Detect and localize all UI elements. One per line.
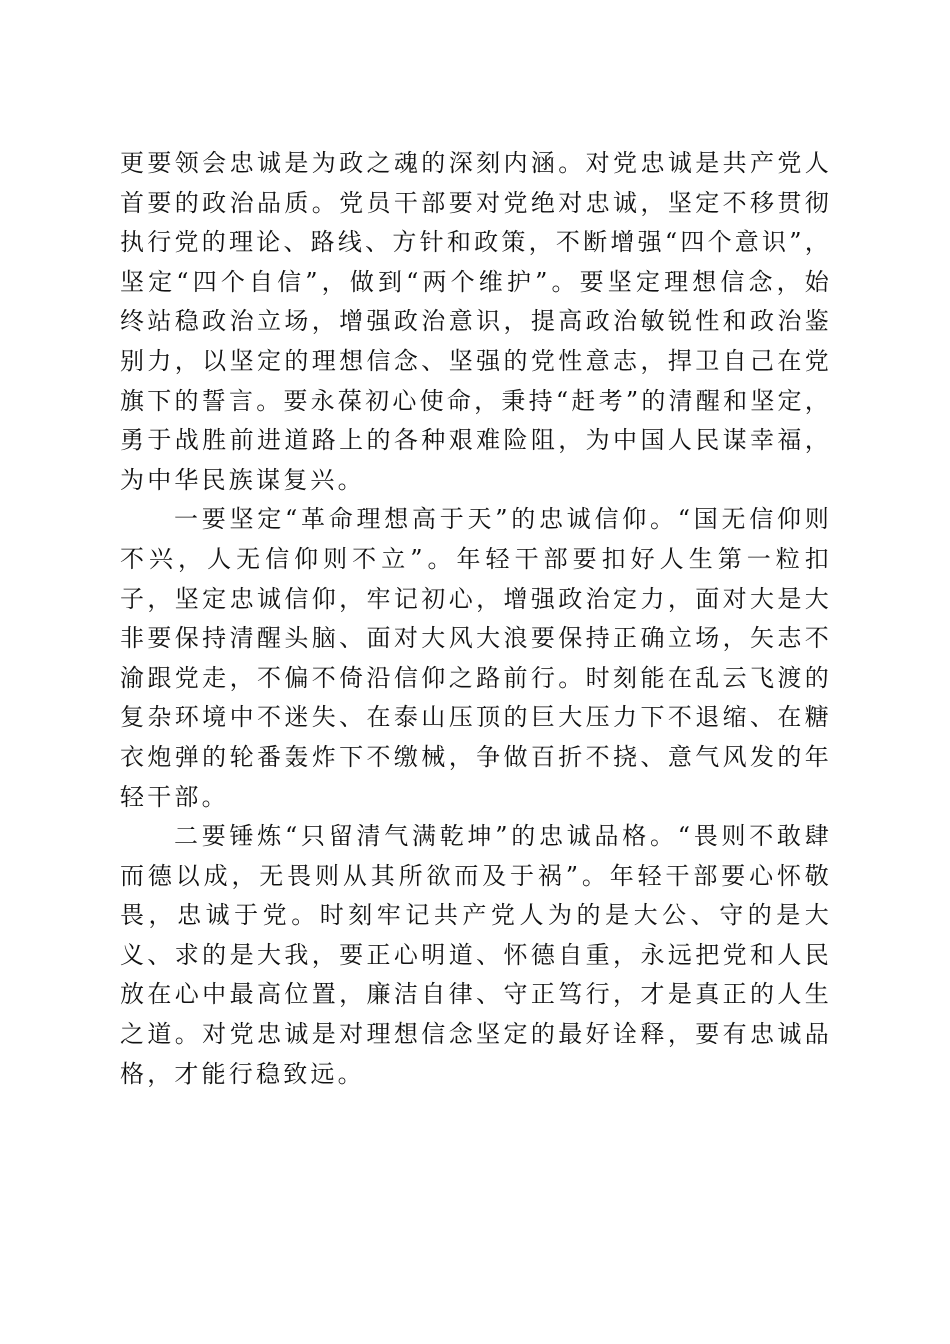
document-body [120, 144, 832, 1094]
paragraph-continuation: 更要领会忠诚是为政之魂的深刻内涵。对党忠诚是共产党人首要的政治品质。党员干部要对党绝对忠诚，坚定不移贯彻执行党的理论、路线、方针和政策，不断增强“四个意识”，坚定“四个自信”，做到“两个维护”。要坚定理想信念，始终站稳政治立场，增强政治意识，提高政治敏锐性和政治鉴别力，以坚定的理想信念、坚强的党性意志，捍卫自己在党旗下的誓言。要永葆初心使命，秉持“赶考”的清醒和坚定，勇于战胜前进道路上的各种艰难险阻，为中国人民谋幸福，为中华民族谋复兴。 [120, 149, 832, 494]
paragraph-character: 二要锤炼“只留清气满乾坤”的忠诚品格。“畏则不敢肆而德以成，无畏则从其所欲而及于祸”。年轻干部要心怀敬畏，忠诚于党。时刻牢记共产党人为的是大公、守的是大义、求的是大我，要正心明道、怀德自重，永远把党和人民放在心中最高位置，廉洁自律、守正笃行，才是真正的人生之道。对党忠诚是对理想信念坚定的最好诠释，要有忠诚品格，才能行稳致远。 [120, 822, 832, 1088]
paragraph-faith: 一要坚定“革命理想高于天”的忠诚信仰。“国无信仰则不兴，人无信仰则不立”。年轻干部要扣好人生第一粒扣子，坚定忠诚信仰，牢记初心，增强政治定力，面对大是大非要保持清醒头脑、面对大风大浪要保持正确立场，矢志不渝跟党走，不偏不倚沿信仰之路前行。时刻能在乱云飞渡的复杂环境中不迷失、在泰山压顶的巨大压力下不退缩、在糖衣炮弹的轮番轰炸下不缴械，争做百折不挠、意气风发的年轻干部。 [120, 505, 832, 811]
